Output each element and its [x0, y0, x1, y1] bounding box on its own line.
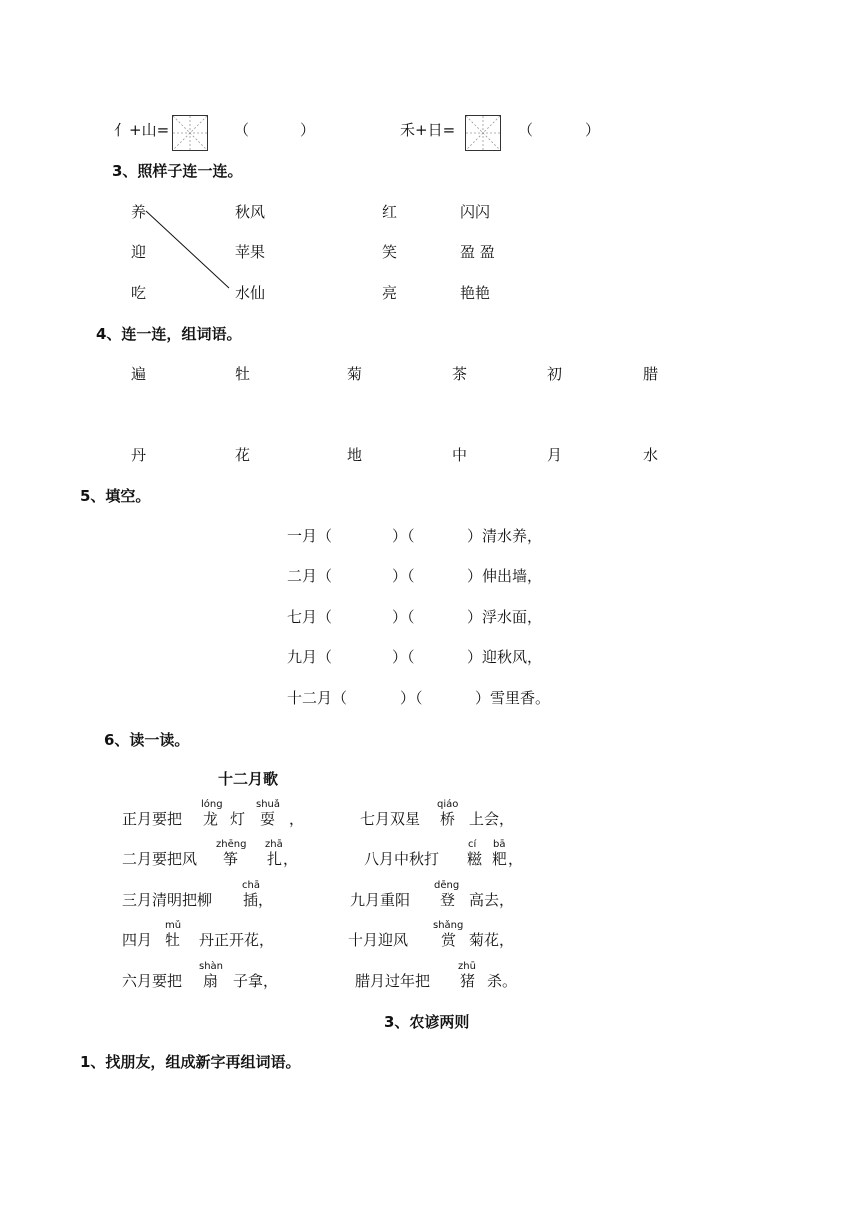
poem-hanzi: 龙 — [203, 810, 219, 828]
q5-line-month: 十二月（ — [287, 689, 348, 707]
poem-right-post: 高去， — [469, 891, 515, 909]
q3-title: 3、照样子连一连。 — [112, 162, 243, 180]
poem-hanzi: 桥 — [440, 810, 456, 828]
poem-hanzi: 牡 — [165, 931, 181, 949]
q4-top-char[interactable]: 遍 — [131, 365, 147, 383]
poem-right-pre: 腊月过年把 — [355, 972, 431, 990]
pinyin: zhēng — [216, 839, 247, 850]
poem-punct: ， — [508, 850, 524, 868]
q3-col3-item[interactable]: 红 — [382, 203, 398, 221]
q5-title: 5、填空。 — [80, 487, 151, 505]
q4-bottom-char[interactable]: 花 — [235, 446, 251, 464]
poem-punct: ， — [289, 810, 305, 828]
answer-paren-close-left: ） — [300, 121, 316, 139]
pinyin: shǎng — [433, 920, 464, 931]
pinyin: cí — [468, 839, 477, 850]
q5-line-month: 二月（ — [287, 567, 333, 585]
poem-hanzi: 插 — [243, 891, 259, 909]
pinyin: zhū — [458, 961, 476, 972]
q5-line-month: 七月（ — [287, 608, 333, 626]
q5-line-mid: ）（ — [392, 648, 415, 666]
q5-line-month: 九月（ — [287, 648, 333, 666]
q3-col1-item[interactable]: 养 — [131, 203, 147, 221]
q4-title: 4、连一连，组词语。 — [96, 325, 242, 343]
poem-right-post: 杀。 — [487, 972, 518, 990]
q3-col3-item[interactable]: 笑 — [382, 243, 398, 261]
q4-bottom-char[interactable]: 地 — [347, 446, 363, 464]
q5-line-mid: ）（ — [392, 608, 415, 626]
q4-top-char[interactable]: 牡 — [235, 365, 251, 383]
answer-paren-open-left: （ — [234, 121, 250, 139]
pinyin: lóng — [201, 799, 223, 810]
poem-hanzi: 扇 — [203, 972, 219, 990]
poem-hanzi: 糍 — [467, 850, 483, 868]
poem-hanzi: 灯 — [230, 810, 246, 828]
q4-bottom-char[interactable]: 水 — [643, 446, 659, 464]
q5-line-month: 一月（ — [287, 527, 333, 545]
poem-right-pre: 八月中秋打 — [364, 850, 440, 868]
q4-bottom-char[interactable]: 丹 — [131, 446, 147, 464]
q4-top-char[interactable]: 菊 — [347, 365, 363, 383]
q4-bottom-char[interactable]: 中 — [452, 446, 468, 464]
q3-col4-item[interactable]: 闪闪 — [460, 203, 491, 221]
poem-punct: ， — [283, 850, 299, 868]
pinyin: shuǎ — [256, 799, 281, 810]
q4-top-char[interactable]: 初 — [547, 365, 563, 383]
poem-hanzi: 赏 — [441, 931, 457, 949]
q6-title: 6、读一读。 — [104, 731, 190, 749]
poem-left-pre: 二月要把风 — [122, 850, 198, 868]
pinyin: qiáo — [437, 799, 459, 810]
q5-line-mid: ）（ — [392, 527, 415, 545]
q3-col3-item[interactable]: 亮 — [382, 284, 398, 302]
poem-left-pre: 六月要把 — [122, 972, 183, 990]
q3-col2-item[interactable]: 苹果 — [235, 243, 266, 261]
poem-hanzi: 粑 — [492, 850, 508, 868]
answer-paren-open-right: （ — [518, 121, 534, 139]
poem-hanzi: 扎 — [267, 850, 283, 868]
q5-line-end: ）迎秋风， — [467, 648, 543, 666]
q3-example-connecting-line — [0, 0, 860, 320]
pinyin: zhā — [265, 839, 283, 850]
poem-right-post: 菊花， — [469, 931, 515, 949]
poem-left-pre: 四月 — [122, 931, 153, 949]
answer-paren-close-right: ） — [585, 121, 601, 139]
poem-left-post: 子拿， — [233, 972, 279, 990]
pinyin: shàn — [199, 961, 224, 972]
pinyin: chā — [242, 880, 260, 891]
q3-col2-item[interactable]: 秋风 — [235, 203, 266, 221]
poem-right-pre: 九月重阳 — [350, 891, 411, 909]
q4-top-char[interactable]: 茶 — [452, 365, 468, 383]
poem-right-pre: 七月双星 — [360, 810, 421, 828]
q5-line-end: ）清水养， — [467, 527, 543, 545]
q3-col4-item[interactable]: 盈 盈 — [460, 243, 495, 261]
q4-top-char[interactable]: 腊 — [643, 365, 659, 383]
compose-right-expression: 禾+日= — [400, 121, 456, 139]
q3-col2-item[interactable]: 水仙 — [235, 284, 266, 302]
lesson-title: 3、农谚两则 — [384, 1013, 470, 1031]
pinyin: dēng — [434, 880, 460, 891]
q5-line-mid: ）（ — [400, 689, 423, 707]
poem-left-pre: 正月要把 — [122, 810, 183, 828]
poem-hanzi: 耍 — [260, 810, 276, 828]
poem-title: 十二月歌 — [218, 770, 279, 788]
pinyin: mǔ — [165, 920, 182, 931]
q3-col4-item[interactable]: 艳艳 — [460, 284, 491, 302]
poem-right-post: 上会， — [469, 810, 515, 828]
q1-title: 1、找朋友，组成新字再组词语。 — [80, 1053, 301, 1071]
q5-line-end: ）浮水面， — [467, 608, 543, 626]
q5-line-end: ）伸出墙， — [467, 567, 543, 585]
poem-punct: ， — [258, 891, 274, 909]
q4-bottom-char[interactable]: 月 — [547, 446, 563, 464]
poem-left-pre: 三月清明把柳 — [122, 891, 213, 909]
q5-line-end: ）雪里香。 — [475, 689, 551, 707]
q5-line-mid: ）（ — [392, 567, 415, 585]
q3-col1-item[interactable]: 吃 — [131, 284, 147, 302]
poem-left-post: 丹正开花， — [199, 931, 275, 949]
poem-hanzi: 猪 — [460, 972, 476, 990]
pinyin: bā — [493, 839, 506, 850]
poem-hanzi: 登 — [440, 891, 456, 909]
q3-col1-item[interactable]: 迎 — [131, 243, 147, 261]
poem-hanzi: 筝 — [223, 850, 239, 868]
poem-right-pre: 十月迎风 — [348, 931, 409, 949]
compose-left-expression: 亻+山= — [114, 121, 170, 139]
